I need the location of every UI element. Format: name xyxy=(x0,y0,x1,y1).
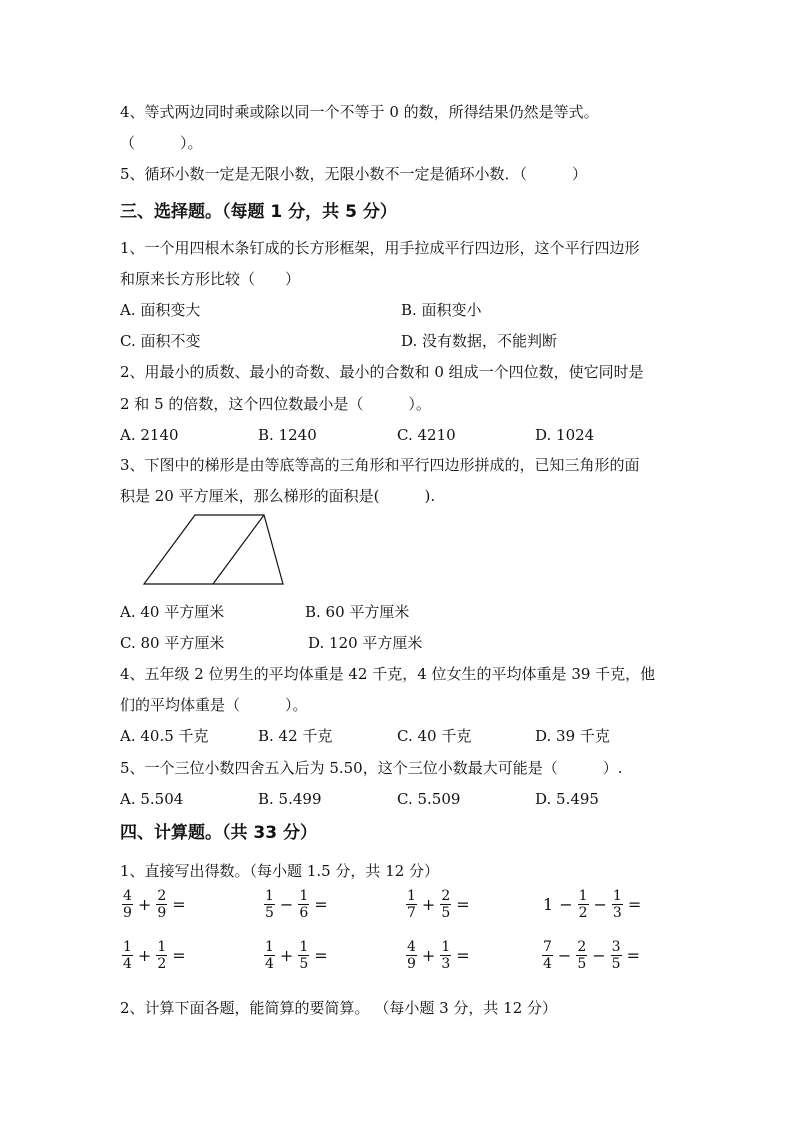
choice-q2-option-b: B. 1240 xyxy=(258,426,317,444)
fraction xyxy=(440,889,451,920)
fraction-numerator: 3 xyxy=(611,939,621,955)
fraction xyxy=(264,940,275,971)
fraction-denominator: 7 xyxy=(407,905,416,921)
expression-symbol: = xyxy=(172,895,186,914)
choice-q3-option-d: D. 120 平方厘米 xyxy=(308,634,423,652)
fraction xyxy=(298,940,309,971)
section-4-title: 四、计算题。（共 33 分） xyxy=(120,823,317,843)
calc-expression-6 xyxy=(262,940,331,971)
fraction-denominator: 5 xyxy=(441,905,451,921)
choice-q1-option-a: A. 面积变大 xyxy=(120,301,201,319)
fraction-numerator: 2 xyxy=(577,939,587,955)
fraction xyxy=(264,889,275,920)
trapezoid-divider-line xyxy=(213,515,264,584)
fraction-denominator: 2 xyxy=(578,905,588,921)
fraction-numerator: 1 xyxy=(441,939,451,955)
choice-q3-line2: 积是 20 平方厘米，那么梯形的面积是( ). xyxy=(120,487,436,505)
fraction-numerator: 4 xyxy=(407,939,416,955)
choice-q1-option-b: B. 面积变小 xyxy=(401,301,482,319)
fraction-numerator: 2 xyxy=(157,888,167,904)
calc-expression-1 xyxy=(120,889,189,920)
section-3-title: 三、选择题。（每题 1 分，共 5 分） xyxy=(120,202,397,222)
choice-q3-option-b: B. 60 平方厘米 xyxy=(305,603,410,621)
fraction-denominator: 5 xyxy=(265,905,274,921)
choice-q2-option-c: C. 4210 xyxy=(397,426,456,444)
fraction xyxy=(576,940,587,971)
choice-q2-option-d: D. 1024 xyxy=(535,426,595,444)
fraction xyxy=(612,889,623,920)
fraction xyxy=(122,889,133,920)
fraction-numerator: 1 xyxy=(612,888,622,904)
expression-symbol: + xyxy=(421,946,436,965)
choice-q4-option-d: D. 39 千克 xyxy=(535,727,610,745)
fraction xyxy=(406,940,417,971)
expression-symbol: = xyxy=(627,895,642,914)
expression-symbol: − xyxy=(559,895,573,914)
fraction-numerator: 1 xyxy=(157,939,167,955)
expression-symbol: − xyxy=(557,946,572,965)
choice-q5-option-d: D. 5.495 xyxy=(535,790,599,808)
fraction xyxy=(611,940,622,971)
expression-symbol: + xyxy=(279,946,294,965)
fraction-numerator: 1 xyxy=(299,888,309,904)
fraction-denominator: 5 xyxy=(611,956,621,972)
trapezoid-figure xyxy=(140,512,290,588)
calc-expression-2 xyxy=(262,889,331,920)
choice-q4-line1: 4、五年级 2 位男生的平均体重是 42 千克，4 位女生的平均体重是 39 千克，他 xyxy=(120,665,656,683)
fraction-denominator: 4 xyxy=(543,956,552,972)
calc-expression-5 xyxy=(120,940,189,971)
fraction xyxy=(542,940,553,971)
fraction-denominator: 4 xyxy=(123,956,132,972)
choice-q5-option-b: B. 5.499 xyxy=(258,790,322,808)
choice-q1-option-c: C. 面积不变 xyxy=(120,332,201,350)
expression-symbol: − xyxy=(593,895,607,914)
calc-expression-7 xyxy=(404,940,473,971)
fraction-denominator: 2 xyxy=(157,956,167,972)
choice-q4-option-c: C. 40 千克 xyxy=(397,727,472,745)
fraction-numerator: 1 xyxy=(299,939,309,955)
fraction-numerator: 4 xyxy=(123,888,132,904)
calc-expression-3 xyxy=(404,889,473,920)
choice-q2-option-a: A. 2140 xyxy=(120,426,179,444)
choice-q2-line1: 2、用最小的质数、最小的奇数、最小的合数和 0 组成一个四位数，使它同时是 xyxy=(120,363,644,381)
fraction-denominator: 9 xyxy=(157,905,167,921)
expression-symbol: = xyxy=(172,946,186,965)
choice-q4-line2: 们的平均体重是（ ）。 xyxy=(120,696,308,714)
fraction-denominator: 9 xyxy=(123,905,132,921)
choice-q4-option-a: A. 40.5 千克 xyxy=(120,727,209,745)
fraction-numerator: 2 xyxy=(441,888,451,904)
fraction-denominator: 9 xyxy=(407,956,416,972)
fraction-numerator: 1 xyxy=(578,888,588,904)
expression-symbol: = xyxy=(314,946,328,965)
fraction xyxy=(578,889,589,920)
fraction-numerator: 1 xyxy=(265,888,274,904)
choice-q1-option-d: D. 没有数据，不能判断 xyxy=(401,332,558,350)
choice-q1-line2: 和原来长方形比较（ ） xyxy=(120,270,301,288)
expression-symbol: = xyxy=(314,895,328,914)
calc-expression-8 xyxy=(540,940,643,971)
expression-symbol: 1 xyxy=(543,895,554,914)
calc-q1-instruction: 1、直接写出得数。（每小题 1.5 分，共 12 分） xyxy=(120,862,440,880)
choice-q3-option-a: A. 40 平方厘米 xyxy=(120,603,225,621)
expression-symbol: = xyxy=(626,946,640,965)
trapezoid-outline xyxy=(144,515,283,584)
fraction xyxy=(156,889,167,920)
expression-symbol: = xyxy=(456,946,470,965)
fraction xyxy=(156,940,167,971)
fraction-denominator: 3 xyxy=(612,905,622,921)
expression-symbol: + xyxy=(137,946,152,965)
expression-symbol: = xyxy=(456,895,470,914)
fraction xyxy=(298,889,309,920)
fraction-numerator: 1 xyxy=(265,939,274,955)
fraction-denominator: 5 xyxy=(577,956,587,972)
judge-q4-line1: 4、等式两边同时乘或除以同一个不等于 0 的数，所得结果仍然是等式。 xyxy=(120,103,599,121)
fraction xyxy=(406,889,417,920)
judge-q4-answer-blank: （ ）。 xyxy=(120,134,203,152)
choice-q3-line1: 3、下图中的梯形是由等底等高的三角形和平行四边形拼成的，已知三角形的面 xyxy=(120,456,640,474)
choice-q5-line1: 5、一个三位小数四舍五入后为 5.50，这个三位小数最大可能是（ ）. xyxy=(120,759,623,777)
fraction-denominator: 4 xyxy=(265,956,274,972)
fraction-numerator: 1 xyxy=(123,939,132,955)
fraction xyxy=(122,940,133,971)
calc-expression-4 xyxy=(540,889,644,920)
fraction-numerator: 1 xyxy=(407,888,416,904)
expression-symbol: − xyxy=(592,946,606,965)
fraction-numerator: 7 xyxy=(543,939,552,955)
choice-q5-option-c: C. 5.509 xyxy=(397,790,461,808)
choice-q4-option-b: B. 42 千克 xyxy=(258,727,333,745)
judge-q5: 5、循环小数一定是无限小数，无限小数不一定是循环小数．（ ） xyxy=(120,165,588,183)
choice-q3-option-c: C. 80 平方厘米 xyxy=(120,634,225,652)
choice-q5-option-a: A. 5.504 xyxy=(120,790,184,808)
expression-symbol: − xyxy=(279,895,294,914)
choice-q2-line2: 2 和 5 的倍数，这个四位数最小是（ ）。 xyxy=(120,395,431,413)
calc-q2-instruction: 2、计算下面各题，能简算的要简算。 （每小题 3 分，共 12 分） xyxy=(120,999,558,1017)
expression-symbol: + xyxy=(137,895,152,914)
choice-q1-line1: 1、一个用四根木条钉成的长方形框架，用手拉成平行四边形，这个平行四边形 xyxy=(120,239,640,257)
fraction-denominator: 6 xyxy=(299,905,309,921)
expression-symbol: + xyxy=(421,895,436,914)
fraction xyxy=(440,940,451,971)
fraction-denominator: 5 xyxy=(299,956,309,972)
fraction-denominator: 3 xyxy=(441,956,451,972)
